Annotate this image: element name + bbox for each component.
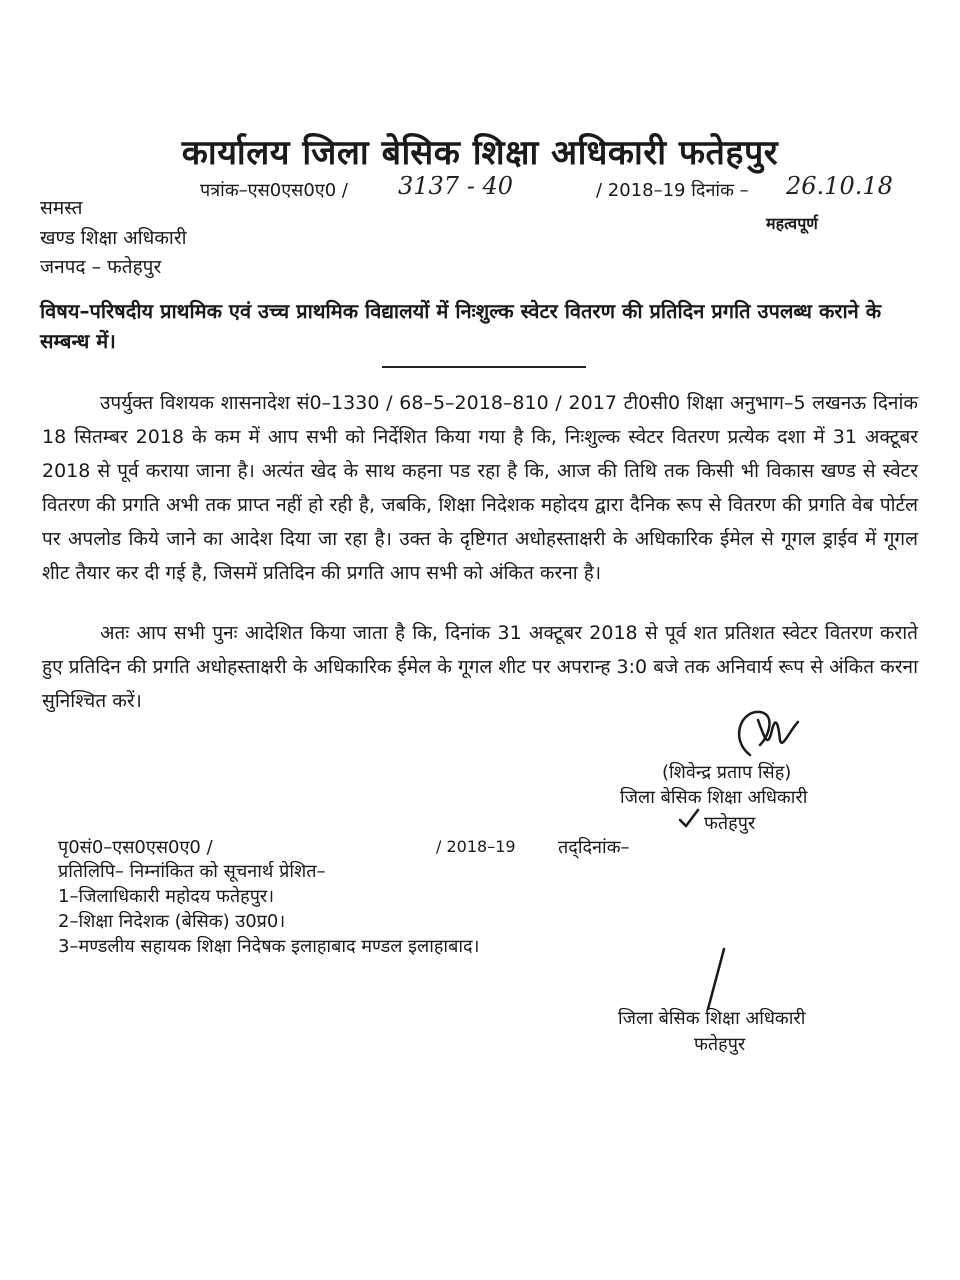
divider-rule	[382, 366, 586, 368]
body-paragraph-1: उपर्युक्त विशयक शासनादेश सं0–1330 / 68–5–2018–810 / 2017 टी0सी0 शिक्षा अनुभाग–5 लखनऊ दिनांक 18 सितम्बर 2018 के कम में आप सभी को निर्देशित किया गया है कि, निःशुल्क स्वेटर वितरण प्रत्येक दशा में 31 अक्टूबर 2018 से पूर्व कराया जाना है। अत्यंत खेद के साथ कहना पड रहा है कि, आज की तिथि तक किसी भी विकास खण्ड से स्वेटर वितरण की प्रगति अभी तक प्राप्त नहीं हो रही है, जबकि, शिक्षा निदेशक महोदय द्वारा दैनिक रूप से वितरण की प्रगति वेब पोर्टल पर अपलोड किये जाने का आदेश दिया जा रहा है। उक्त के दृष्टिगत अधोहस्ताक्षरी के अधिकारिक ईमेल से गूगल ड्राईव में गूगल शीट तैयार कर दी गई है, जिसमें प्रतिदिन की प्रगति आप सभी को अंकित करना है।	[42, 392, 918, 584]
signatory-2-place: फतेहपुर	[694, 1034, 746, 1055]
copy-item-1: 1–जिलाधिकारी महोदय फतेहपुर।	[58, 886, 275, 907]
signatory-designation: जिला बेसिक शिक्षा अधिकारी	[620, 787, 808, 808]
addressee-line-1: समस्त	[40, 197, 83, 219]
addressee-line-2: खण्ड शिक्षा अधिकारी	[40, 227, 187, 249]
signatory-place: फतेहपुर	[704, 813, 756, 834]
letter-date-handwritten: 26.10.18	[786, 172, 893, 200]
copy-item-2: 2–शिक्षा निदेशक (बेसिक) उ0प्र0।	[58, 911, 286, 932]
letter-ref-year-date-label: / 2018–19 दिनांक –	[596, 180, 749, 201]
importance-mark: महत्वपूर्ण	[766, 214, 818, 233]
signatory-name: (शिवेन्द्र प्रताप सिंह)	[662, 762, 792, 783]
copy-date-label: तद्‌दिनांक–	[558, 837, 630, 858]
letter-ref-number-handwritten: 3137 - 40	[398, 172, 513, 200]
copy-item-3: 3–मण्डलीय सहायक शिक्षा निदेषक इलाहाबाद मण्डल इलाहाबाद।	[58, 936, 480, 957]
signature-stroke-icon	[694, 945, 734, 1015]
subject-line: विषय–परिषदीय प्राथमिक एवं उच्च प्राथमिक विद्यालयों में निःशुल्क स्वेटर वितरण की प्रतिदिन प्रगति उपलब्ध कराने के सम्बन्ध में।	[40, 299, 882, 353]
copy-ref-prefix: पृ0सं0–एस0एस0ए0 /	[58, 837, 213, 858]
body-paragraph-2: अतः आप सभी पुनः आदेशित किया जाता है कि, दिनांक 31 अक्टूबर 2018 से पूर्व शत प्रतिशत स्वेटर वितरण कराते हुए प्रतिदिन की प्रगति अधोहस्ताक्षरी के अधिकारिक ईमेल के गूगल शीट पर अपरान्ह 3:0 बजे तक अनिवार्य रूप से अंकित करना सुनिश्चित करें।	[42, 622, 918, 712]
addressee-line-3: जनपद – फतेहपुर	[40, 256, 162, 278]
letter-ref-prefix: पत्रांक–एस0एस0ए0 /	[200, 180, 348, 201]
copy-ref-year: / 2018–19	[436, 837, 516, 856]
office-title: कार्यालय जिला बेसिक शिक्षा अधिकारी फतेहपुर	[181, 133, 779, 173]
initial-tick-icon	[676, 806, 702, 832]
copy-heading: प्रतिलिपि– निम्नांकित को सूचनार्थ प्रेशित–	[58, 861, 326, 882]
signatory-2-designation: जिला बेसिक शिक्षा अधिकारी	[618, 1008, 806, 1029]
